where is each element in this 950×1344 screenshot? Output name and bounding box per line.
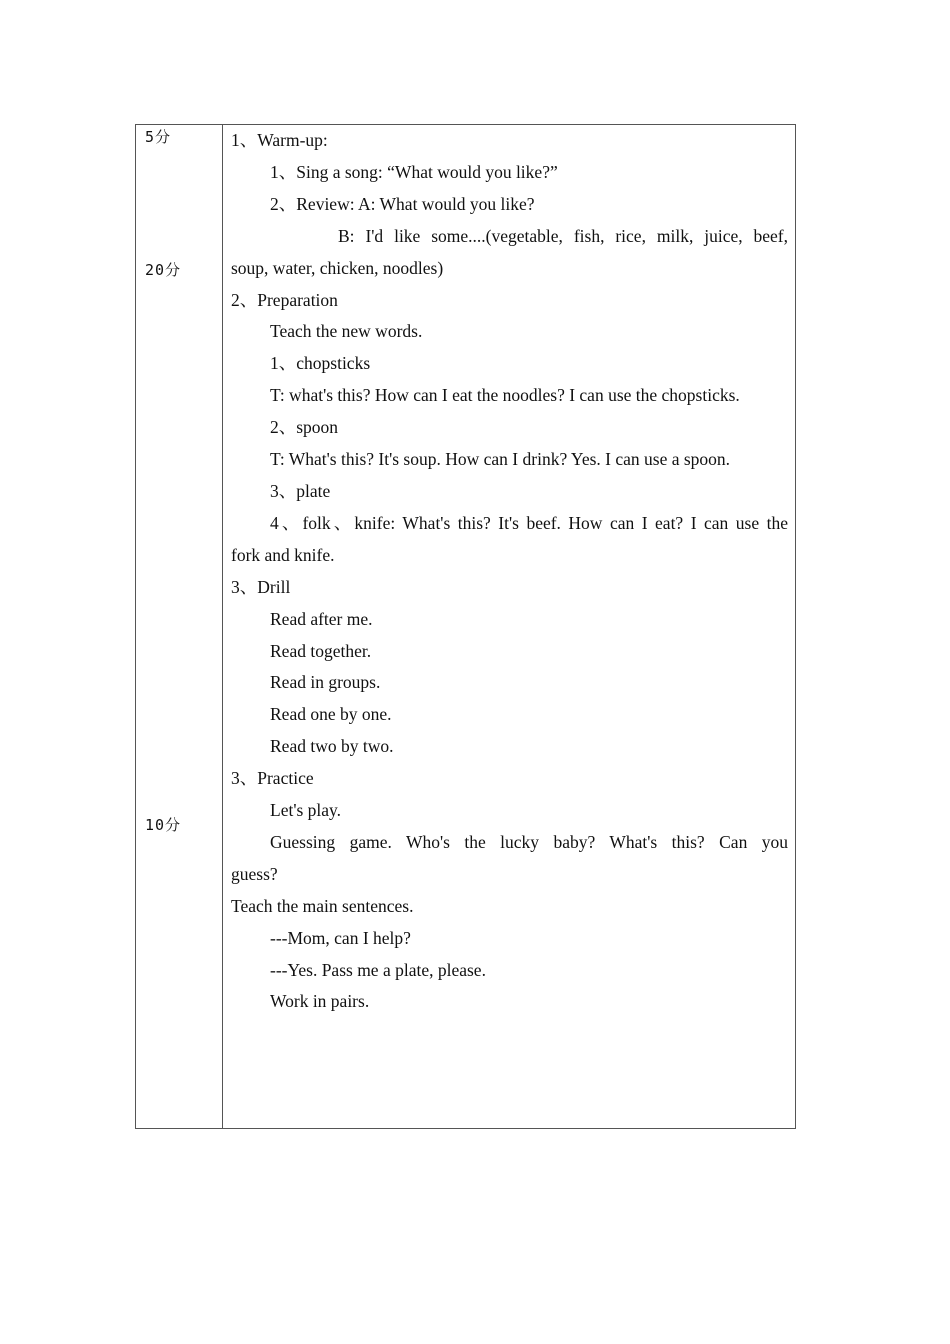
list-item: 3、plate (270, 480, 331, 501)
list-item: T: what's this? How can I eat the noodles? I can use the chopsticks. (270, 385, 740, 406)
section-heading-warmup: 1、Warm-up: (231, 130, 328, 150)
list-item: 1、chopsticks (270, 353, 371, 374)
column-divider (222, 125, 223, 1128)
section-heading-preparation: 2、Preparation (231, 289, 338, 310)
list-item: 2、Review: A: What would you like? (270, 193, 535, 214)
procedure-content (231, 125, 788, 1018)
list-item: 1、Sing a song: “What would you like?” (270, 161, 558, 182)
list-item: soup, water, chicken, noodles) (231, 257, 444, 278)
time-cell-practice: 10分 (145, 816, 182, 834)
lesson-plan-table (135, 124, 796, 1129)
list-item: fork and knife. (231, 544, 335, 565)
list-item: Work in pairs. (270, 991, 370, 1012)
list-item: Read after me. (270, 608, 373, 629)
time-cell-preparation: 20分 (145, 261, 182, 279)
list-item: 2、spoon (270, 417, 339, 438)
list-item: T: What's this? It's soup. How can I drink? Yes. I can use a spoon. (270, 449, 731, 470)
list-item: Guessing game. Who's the lucky baby? What's this? Can you (270, 831, 788, 852)
list-item: 4、folk、knife: What's this? It's beef. How can I eat? I can use the (270, 512, 788, 533)
list-item: Teach the new words. (270, 321, 423, 342)
list-item: B: I'd like some....(vegetable, fish, rice, milk, juice, beef, (338, 225, 788, 246)
list-item: Let's play. (270, 800, 342, 821)
list-item: ---Mom, can I help? (270, 927, 411, 948)
list-item: Teach the main sentences. (231, 895, 414, 916)
section-heading-practice: 3、Practice (231, 768, 314, 789)
list-item: Read together. (270, 640, 372, 661)
list-item: Read two by two. (270, 736, 394, 757)
time-cell-warmup: 5分 (145, 128, 172, 146)
list-item: ---Yes. Pass me a plate, please. (270, 959, 486, 980)
list-item: guess? (231, 863, 278, 884)
list-item: Read one by one. (270, 704, 392, 725)
section-heading-drill: 3、Drill (231, 576, 291, 597)
list-item: Read in groups. (270, 672, 381, 693)
